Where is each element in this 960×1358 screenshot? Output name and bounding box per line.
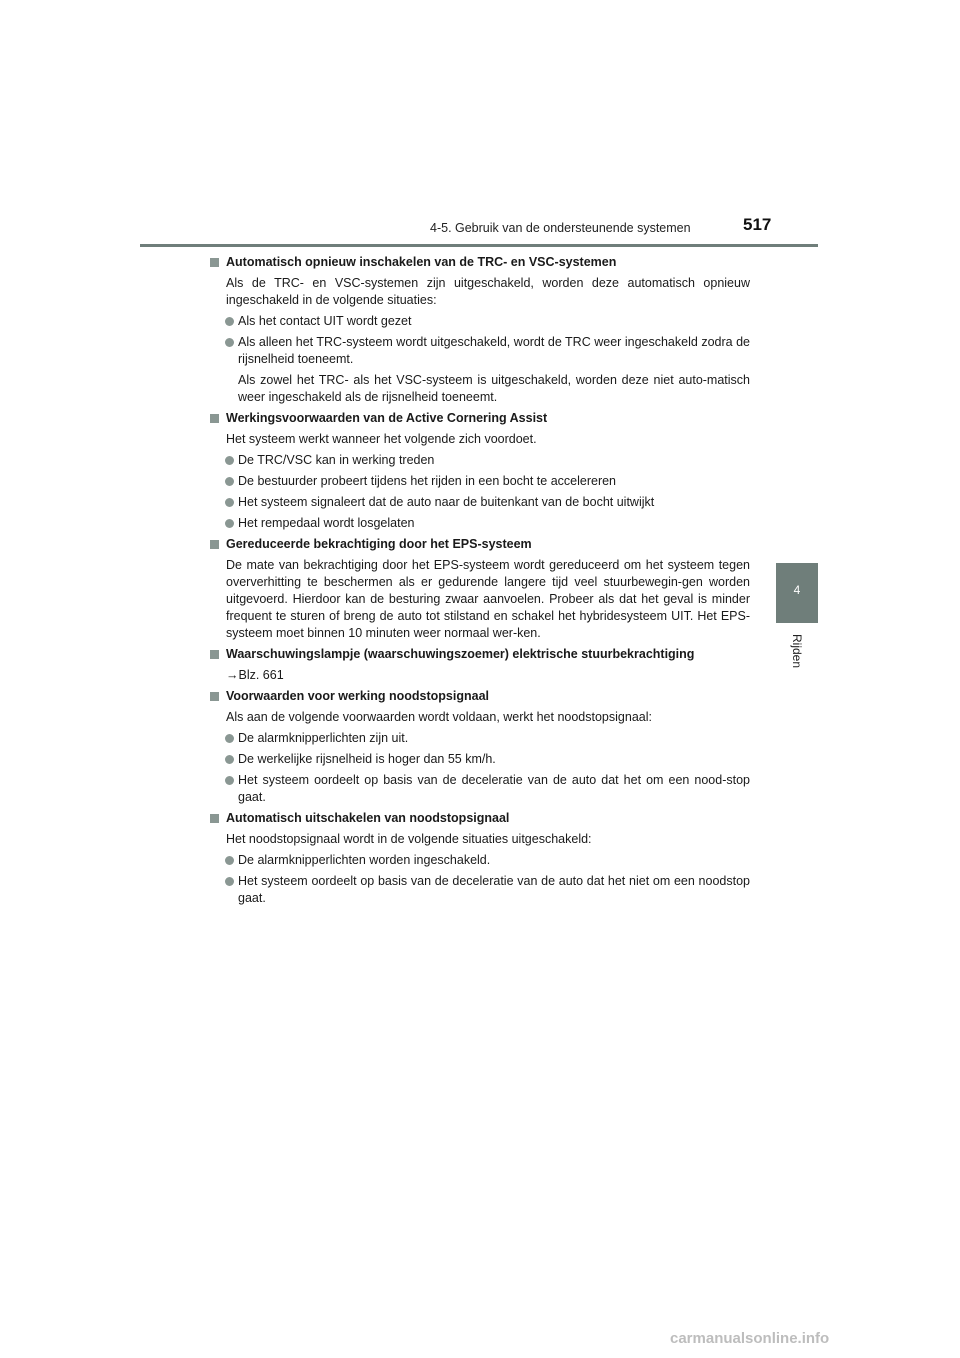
round-bullet-icon bbox=[225, 338, 234, 347]
round-bullet-icon bbox=[225, 776, 234, 785]
page-number: 517 bbox=[743, 215, 772, 234]
round-bullet-icon bbox=[225, 734, 234, 743]
list-item: De werkelijke rijsnelheid is hoger dan 55 km/h. bbox=[210, 751, 750, 768]
round-bullet-icon bbox=[225, 456, 234, 465]
list-item: De bestuurder probeert tijdens het rijden in een bocht te accelereren bbox=[210, 473, 750, 490]
list-item: De alarmknipperlichten worden ingeschakeld. bbox=[210, 852, 750, 869]
section-title: Automatisch uitschakelen van noodstopsignaal bbox=[210, 810, 750, 827]
chapter-tab bbox=[776, 563, 818, 623]
section-eps-reduced-assist bbox=[210, 536, 750, 642]
round-bullet-icon bbox=[225, 856, 234, 865]
section-title: Waarschuwingslampje (waarschuwingszoemer) elektrische stuurbekrachtiging bbox=[210, 646, 750, 663]
section-title: Werkingsvoorwaarden van de Active Cornering Assist bbox=[210, 410, 750, 427]
section-title: Automatisch opnieuw inschakelen van de TRC- en VSC-systemen bbox=[210, 254, 750, 271]
square-bullet-icon bbox=[210, 258, 219, 267]
round-bullet-icon bbox=[225, 498, 234, 507]
section-intro: Het systeem werkt wanneer het volgende zich voordoet. bbox=[226, 432, 537, 446]
section-intro: De mate van bekrachtiging door het EPS-systeem wordt gereduceerd om het systeem tegen oververhitting te beschermen als er gedurende langere tijd veel stuurbewegin-gen worden uitgevoerd. Hierdoor kan de besturing zwaar aanvoelen. Probeer als dat het geval is minder frequent te sturen of breng de auto tot stilstand en schakel het hybridesysteem UIT. Het EPS-systeem moet binnen 10 minuten weer normaal wer-ken. bbox=[226, 558, 750, 640]
section-title: Voorwaarden voor werking noodstopsignaal bbox=[210, 688, 750, 705]
square-bullet-icon bbox=[210, 540, 219, 549]
round-bullet-icon bbox=[225, 317, 234, 326]
header-section-title: 4-5. Gebruik van de ondersteunende systemen bbox=[430, 221, 691, 235]
section-intro: Als de TRC- en VSC-systemen zijn uitgeschakeld, worden deze automatisch opnieuw ingeschakeld in de volgende situaties: bbox=[226, 276, 750, 307]
square-bullet-icon bbox=[210, 814, 219, 823]
round-bullet-icon bbox=[225, 755, 234, 764]
list-item: Als alleen het TRC-systeem wordt uitgeschakeld, wordt de TRC weer ingeschakeld zodra de rijsnelheid toeneemt. bbox=[210, 334, 750, 368]
round-bullet-icon bbox=[225, 477, 234, 486]
list-item: Het systeem oordeelt op basis van de deceleratie van de auto dat het niet om een noodstop gaat. bbox=[210, 873, 750, 907]
header-divider bbox=[140, 244, 818, 247]
sub-paragraph: Als zowel het TRC- als het VSC-systeem is uitgeschakeld, worden deze niet auto-matisch weer ingeschakeld als de rijsnelheid toeneemt. bbox=[238, 373, 750, 404]
list-item: De TRC/VSC kan in werking treden bbox=[210, 452, 750, 469]
section-emergency-stop-signal-conditions bbox=[210, 688, 750, 806]
chapter-label bbox=[790, 630, 804, 674]
list-item: Als het contact UIT wordt gezet bbox=[210, 313, 750, 330]
page-content bbox=[210, 254, 750, 911]
list-item: Het systeem signaleert dat de auto naar de buitenkant van de bocht uitwijkt bbox=[210, 494, 750, 511]
section-title: Gereduceerde bekrachtiging door het EPS-systeem bbox=[210, 536, 750, 553]
page-reference-link[interactable]: →Blz. 661 bbox=[226, 668, 284, 682]
watermark: carmanualsonline.info bbox=[670, 1330, 830, 1347]
section-eps-warning-light bbox=[210, 646, 750, 684]
round-bullet-icon bbox=[225, 519, 234, 528]
list-item: Het rempedaal wordt losgelaten bbox=[210, 515, 750, 532]
chapter-number: 4 bbox=[793, 583, 801, 597]
square-bullet-icon bbox=[210, 650, 219, 659]
section-emergency-stop-signal-deactivation bbox=[210, 810, 750, 907]
chapter-label-text: Rijden bbox=[790, 633, 804, 669]
list-item: Het systeem oordeelt op basis van de deceleratie van de auto dat het om een nood-stop gaat. bbox=[210, 772, 750, 806]
list-item: De alarmknipperlichten zijn uit. bbox=[210, 730, 750, 747]
square-bullet-icon bbox=[210, 692, 219, 701]
section-active-cornering-assist bbox=[210, 410, 750, 532]
section-intro: Het noodstopsignaal wordt in de volgende situaties uitgeschakeld: bbox=[226, 832, 592, 846]
section-trc-vsc-reactivation bbox=[210, 254, 750, 406]
section-intro: Als aan de volgende voorwaarden wordt voldaan, werkt het noodstopsignaal: bbox=[226, 710, 652, 724]
round-bullet-icon bbox=[225, 877, 234, 886]
square-bullet-icon bbox=[210, 414, 219, 423]
